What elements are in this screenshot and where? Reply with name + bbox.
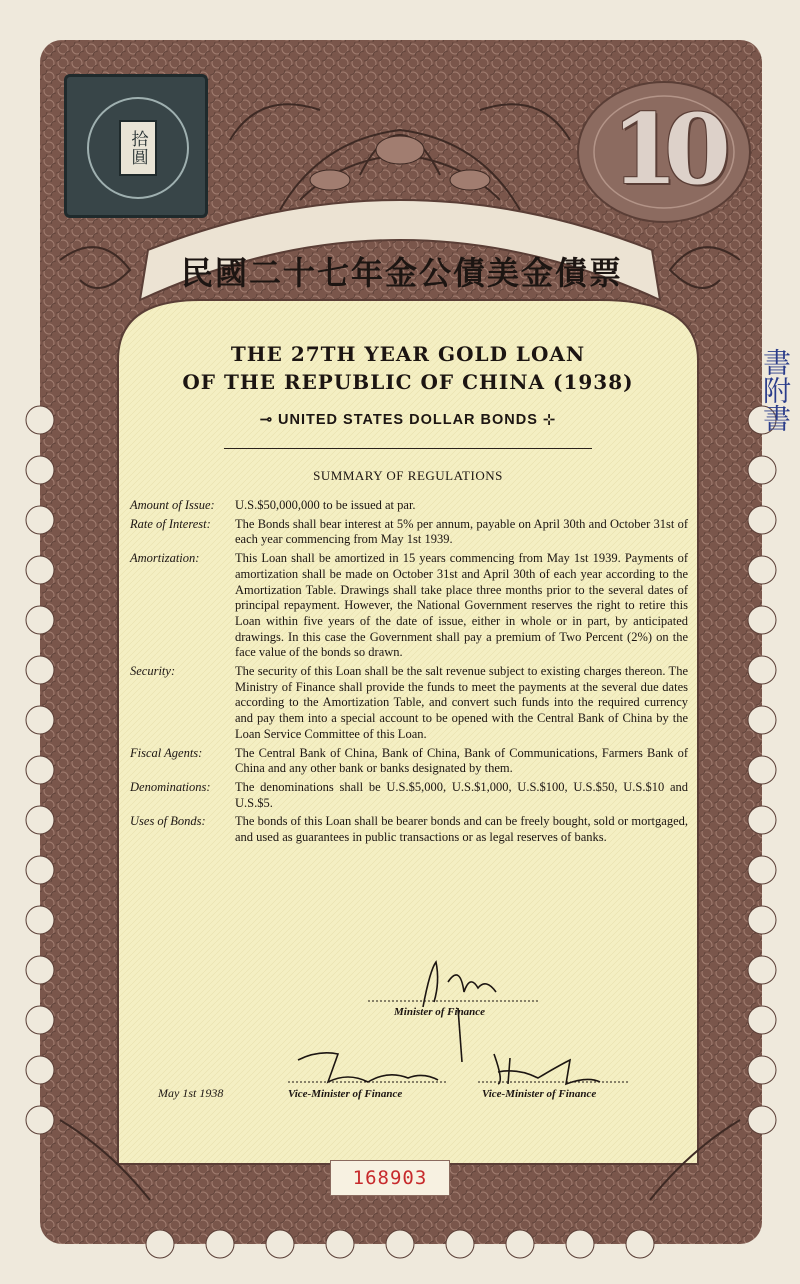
regulations-panel [118, 302, 698, 1189]
margin-handwriting: 書附書 [759, 348, 792, 432]
denomination-numeral: 10 [611, 93, 717, 206]
chinese-title: 民國二十七年金公債美金債票 [180, 254, 623, 292]
issue-date: May 1st 1938 [158, 1086, 224, 1100]
bond-title-line1: THE 27TH YEAR GOLD LOAN [230, 342, 586, 366]
regulation-text: U.S.$50,000,000 to be issued at par. [235, 498, 416, 512]
bond-title-line2: OF THE REPUBLIC OF CHINA (1938) [182, 370, 634, 394]
regulation-text: The security of this Loan shall be the salt revenue subject to existing charges thereon. The Ministry of Finance shall provide the funds to meet the payments at the several due dates according to the Amortization Table, and convert such funds into the required currency and pay them into a special account to be opened with the Central Bank of China by the Loan Service Committee of this Loan. [235, 664, 688, 741]
minister-label: Minister of Finance [394, 1006, 486, 1018]
regulation-label: Amortization: [130, 551, 200, 566]
serial-number: 168903 [330, 1160, 450, 1196]
ornamental-seal-icon [87, 97, 189, 199]
regulation-label: Uses of Bonds: [130, 814, 206, 829]
subtitle-text: UNITED STATES DOLLAR BONDS [278, 412, 538, 428]
regulation-label: Amount of Issue: [130, 498, 215, 512]
regulation-text: The Central Bank of China, Bank of China, Bank of Communications, Farmers Bank of China and any other bank or banks designated by them. [235, 745, 688, 776]
vice-minister-signature-2 [478, 1054, 628, 1084]
summary-title: SUMMARY OF REGULATIONS [313, 468, 503, 483]
regulation-text: The denominations shall be U.S.$5,000, U.S.$1,000, U.S.$100, U.S.$50, U.S.$10 and U.S.$5. [235, 779, 688, 810]
regulation-label: Rate of Interest: [130, 516, 211, 531]
bond-subtitle: ⊸ UNITED STATES DOLLAR BONDS ⊹ [259, 412, 557, 428]
vice-minister-label-2: Vice-Minister of Finance [482, 1088, 597, 1100]
seal-stamp [64, 74, 208, 218]
vice-minister-label-1: Vice-Minister of Finance [288, 1088, 403, 1100]
regulation-text: The bonds of this Loan shall be bearer bonds and can be freely bought, sold or mortgaged, and used as guarantees in public transactions or as legal reserves of banks. [235, 814, 688, 845]
regulation-text: This Loan shall be amortized in 15 years commencing from May 1st 1939. Payments of amortization shall be made on October 31st and April 30th of each year according to the Amortization Table. Drawings shall take place three months prior to the several dates of principal repayment. However, the National Government reserves the right to retire this Loan within five years of the date of issue, either in whole or in part, by anticipated drawings. In this case the Government shall pay a premium of Two Percent (2%) on the face value of the bonds so drawn. [235, 551, 688, 660]
regulation-text: The Bonds shall bear interest at 5% per annum, payable on April 30th and October 31st of each year commencing from May 1st 1939. [235, 516, 688, 547]
seal-denomination: 拾圓 [119, 120, 157, 176]
regulation-label: Fiscal Agents: [130, 745, 203, 760]
signatures [118, 302, 698, 1164]
regulation-label: Security: [130, 664, 176, 679]
regulation-label: Denominations: [130, 779, 211, 794]
vice-minister-signature-1 [288, 1053, 446, 1082]
